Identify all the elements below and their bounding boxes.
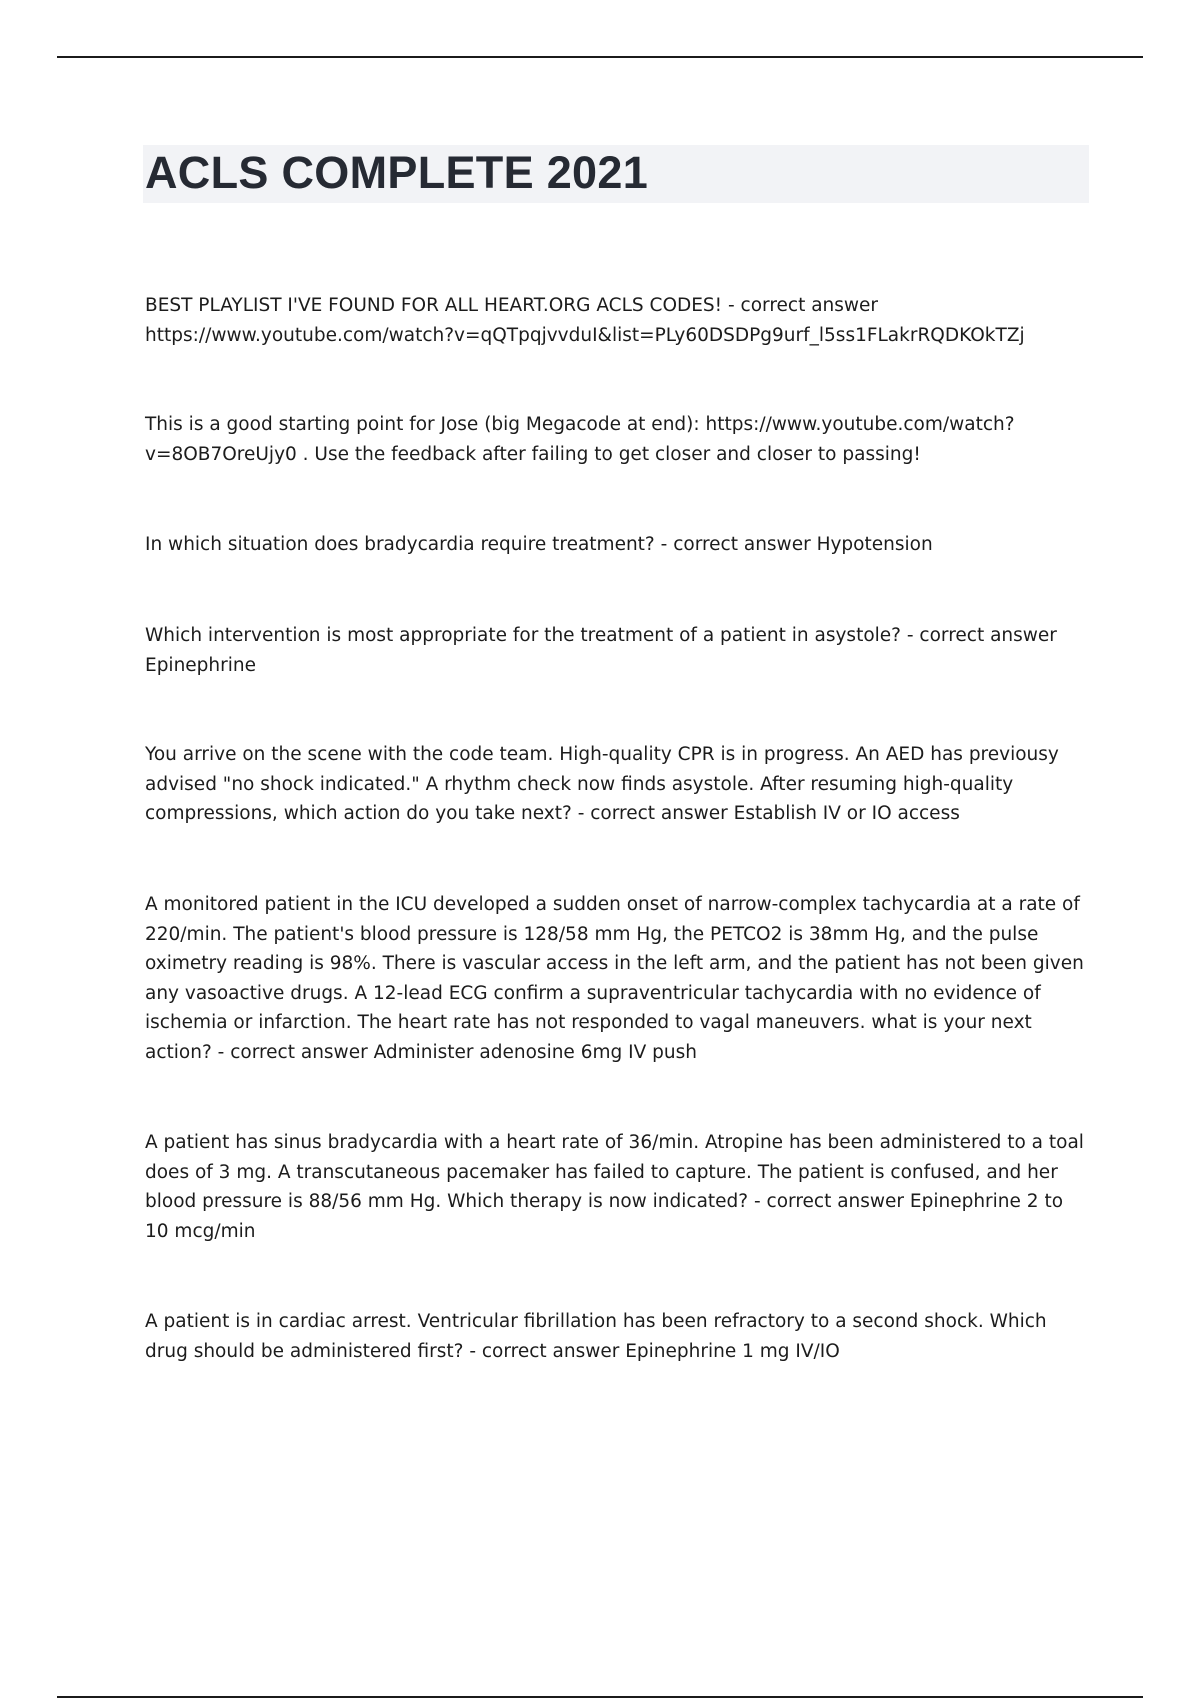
answer-text: Administer adenosine 6mg IV push xyxy=(373,1041,697,1063)
answer-separator: - correct answer xyxy=(654,534,817,555)
qa-item xyxy=(145,740,1090,829)
answer-text: Epinephrine 1 mg IV/IO xyxy=(625,1340,840,1362)
qa-item xyxy=(145,1307,1090,1366)
document-title: ACLS COMPLETE 2021 xyxy=(145,147,649,198)
answer-text: Establish IV or IO access xyxy=(733,803,960,824)
question-text: A patient has sinus bradycardia with a heart rate of 36/min. Atropine has been administered to a toal does of 3 mg. A transcutaneous pacemaker has failed to capture. The patient is confused, and her blood pressure is 88/56 mm Hg. Which therapy is now indicated? xyxy=(145,1132,1084,1212)
question-text: You arrive on the scene with the code team. High-quality CPR is in progress. An AED has previousy advised "no shock indicated." A rhythm check now finds asystole. After resuming high-quality compressions, which action do you take next? xyxy=(145,744,1059,824)
answer-text: https://www.youtube.com/watch?v=qQTpqjvvduI&list=PLy60DSDPg9urf_l5ss1FLakrRQDKOkTZj xyxy=(145,324,1025,346)
qa-item xyxy=(145,621,1090,680)
question-text: BEST PLAYLIST I'VE FOUND FOR ALL HEART.ORG ACLS CODES! xyxy=(145,295,723,316)
question-text: In which situation does bradycardia require treatment? xyxy=(145,534,655,555)
qa-item xyxy=(145,291,1090,350)
answer-separator: - correct answer xyxy=(722,295,879,316)
answer-separator: - correct answer xyxy=(571,803,734,824)
answer-separator: - correct answer xyxy=(463,1340,626,1362)
question-text: A monitored patient in the ICU developed a sudden onset of narrow-complex tachycardia at a rate of 220/min. The patient's blood pressure is 128/58 mm Hg, the PETCO2 is 38mm Hg, and the pulse oximetry reading is 98%. There is vascular access in the left arm, and the patient has not been given any vasoactive drugs. A 12-lead ECG confirm a supraventricular tachycardia with no evidence of ischemia or infarction. The heart rate has not responded to vagal maneuvers. what is your next action? xyxy=(145,894,1084,1063)
answer-separator: - correct answer xyxy=(900,625,1057,646)
qa-item xyxy=(145,530,1090,560)
qa-item xyxy=(145,890,1090,1067)
answer-text: Epinephrine xyxy=(145,654,256,676)
answer-separator: - correct answer xyxy=(211,1041,374,1063)
note-text: This is a good starting point for Jose (big Megacode at end): https://www.youtube.com/watch?v=8OB7OreUjy0 . Use the feedback after failing to get closer and closer to passing! xyxy=(145,414,1015,465)
answer-text: Hypotension xyxy=(816,534,933,555)
answer-separator: - correct answer xyxy=(748,1191,910,1212)
question-text: Which intervention is most appropriate for the treatment of a patient in asystole? xyxy=(145,625,901,646)
header-divider xyxy=(57,56,1143,58)
footer-divider xyxy=(57,1696,1143,1698)
question-text: A patient is in cardiac arrest. Ventricular fibrillation has been refractory to a second shock. Which drug should be administered first? xyxy=(145,1311,1047,1362)
qa-item xyxy=(145,410,1090,469)
qa-item xyxy=(145,1128,1090,1246)
answer-text: Epinephrine 2 to 10 mcg/min xyxy=(145,1191,1064,1242)
